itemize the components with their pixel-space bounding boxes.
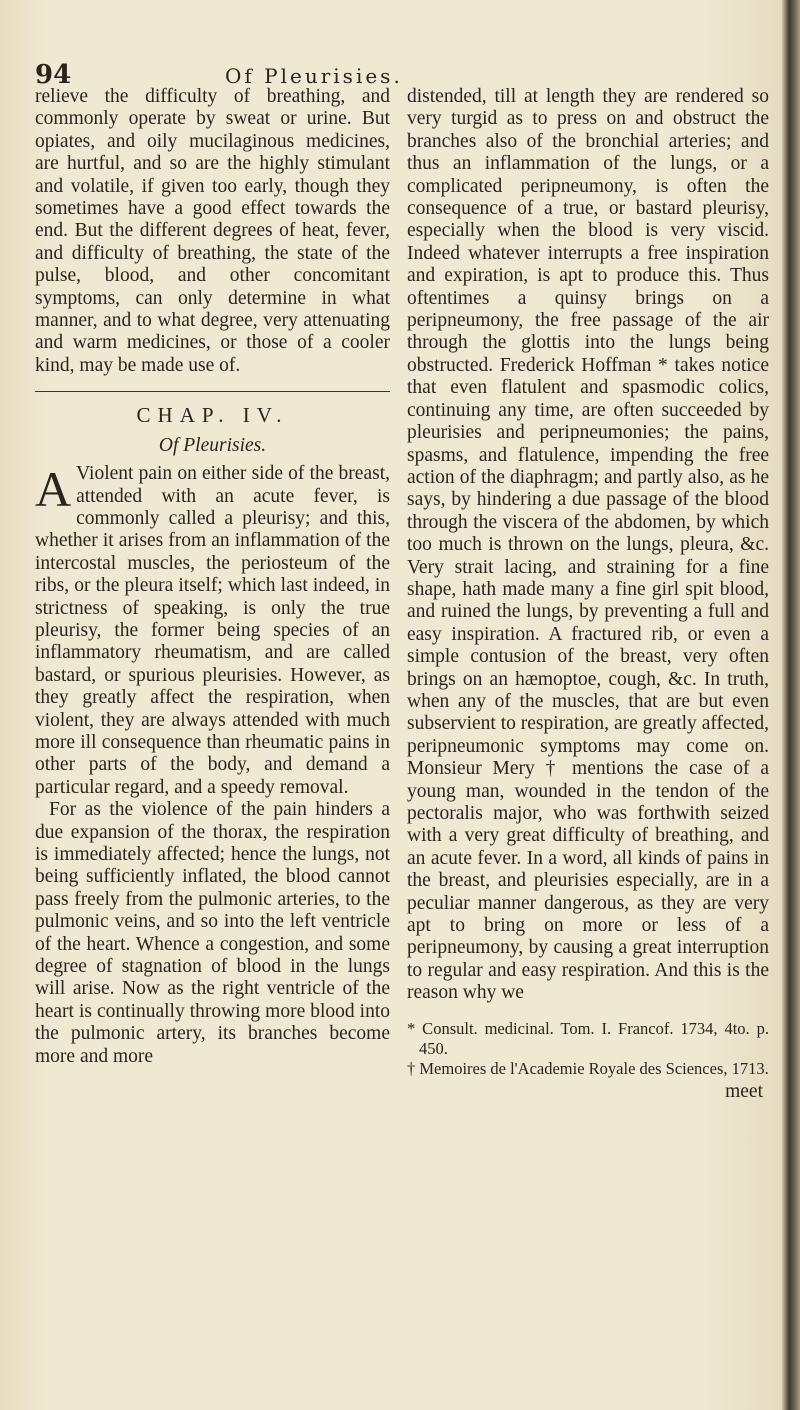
section-rule — [35, 391, 390, 392]
left-column — [35, 86, 390, 1068]
running-title: Of Pleurisies. — [225, 64, 403, 88]
right-paragraph-1: distended, till at length they are rendered so very turgid as to press on and obstruct the branches also of the bronchial arteries; and thus an inflammation of the lungs, or a complicated peripneumony, is often the consequence of a true, or bastard pleurisy, especially when the blood is very viscid. Indeed whatever interrupts a free inspiration and expiration, is apt to produce this. Thus oftentimes a quinsy brings on a peripneumony, the free passage of the air through the glottis into the lungs being obstructed. Frederick Hoffman * takes notice that even flatulent and spasmodic colics, continuing any time, are often succeeded by pleurisies and peripneumonies; the pains, spasms, and flatulence, impending the free action of the diaphragm; and partly also, as he says, by hindering a due passage of the blood through the viscera of the abdomen, by which too much is thrown on the lungs, pleura, &c. Very strait lacing, and straining for a fine shape, hath made many a fine girl spit blood, and ruined the lungs, by preventing a full and easy inspiration. A fractured rib, or even a simple contusion of the breast, very often brings on an hæmoptoe, cough, &c. In truth, when any of the muscles, that are but even subservient to respiration, are greatly affected, peripneumonic symptoms may come on. Monsieur Mery † mentions the case of a young man, wounded in the tendon of the pectoralis major, who was forthwith seized with a very great difficulty of breathing, and an acute fever. In a word, all kinds of pains in the breast, and pleurisies especially, are in a peculiar manner dangerous, as they are very apt to bring on more or less of a peripneumony, by causing a great interruption to regular and easy respiration. And this is the reason why we — [407, 86, 769, 1004]
footnote-2: † Memoires de l'Academie Royale des Sciences, 1713. — [407, 1058, 769, 1078]
catchword: meet — [725, 1080, 763, 1102]
left-paragraph-1: relieve the difficulty of breathing, and commonly operate by sweat or urine. But opiates, and oily mucilaginous medicines, are hurtful, and so are the highly stimulant and volatile, if given too early, though they sometimes have a good effect towards the end. But the different degrees of heat, fever, and difficulty of breathing, the state of the pulse, blood, and other concomitant symptoms, can only determine in what manner, and to what degree, very attenuating and warm medicines, or those of a cooler kind, may be made use of. — [35, 86, 390, 376]
chapter-heading: CHAP. IV. — [136, 403, 289, 428]
chapter-subtitle: Of Pleurisies. — [158, 434, 267, 456]
page-number: 94 — [35, 60, 72, 90]
footnote-1: * Consult. medicinal. Tom. I. Francof. 1734, 4to. p. 450. — [407, 1018, 769, 1058]
right-column — [407, 86, 769, 1103]
left-paragraph-2 — [35, 463, 390, 799]
left-paragraph-3: For as the violence of the pain hinders a due expansion of the thorax, the respiration is immediately affected; hence the lungs, not being sufficiently inflated, the blood cannot pass freely from the pulmonic arteries, to the pulmonic veins, and so into the left ventricle of the heart. Whence a congestion, and some degree of stagnation of blood in the lungs will arise. Now as the right ventricle of the heart is continually throwing more blood into the pulmonic artery, its branches become more and more — [35, 799, 390, 1067]
page-edge — [782, 0, 800, 1410]
footnotes — [407, 1019, 769, 1079]
left-paragraph-2-text: Violent pain on either side of the breast, attended with an acute fever, is commonly called a pleurisy; and this, whether it arises from an inflammation of the intercostal muscles, the periosteum of the ribs, or the pleura itself; which last indeed, in strictness of speaking, is only the true pleurisy, the former being species of an inflammatory rheumatism, and are called bastard, or spurious pleurisies. However, as they greatly affect the respiration, when violent, they are always attended with much more ill consequence than rheumatic pains in other parts of the body, and demand a particular regard, and a speedy removal. — [35, 463, 390, 798]
drop-cap: A — [35, 461, 72, 518]
